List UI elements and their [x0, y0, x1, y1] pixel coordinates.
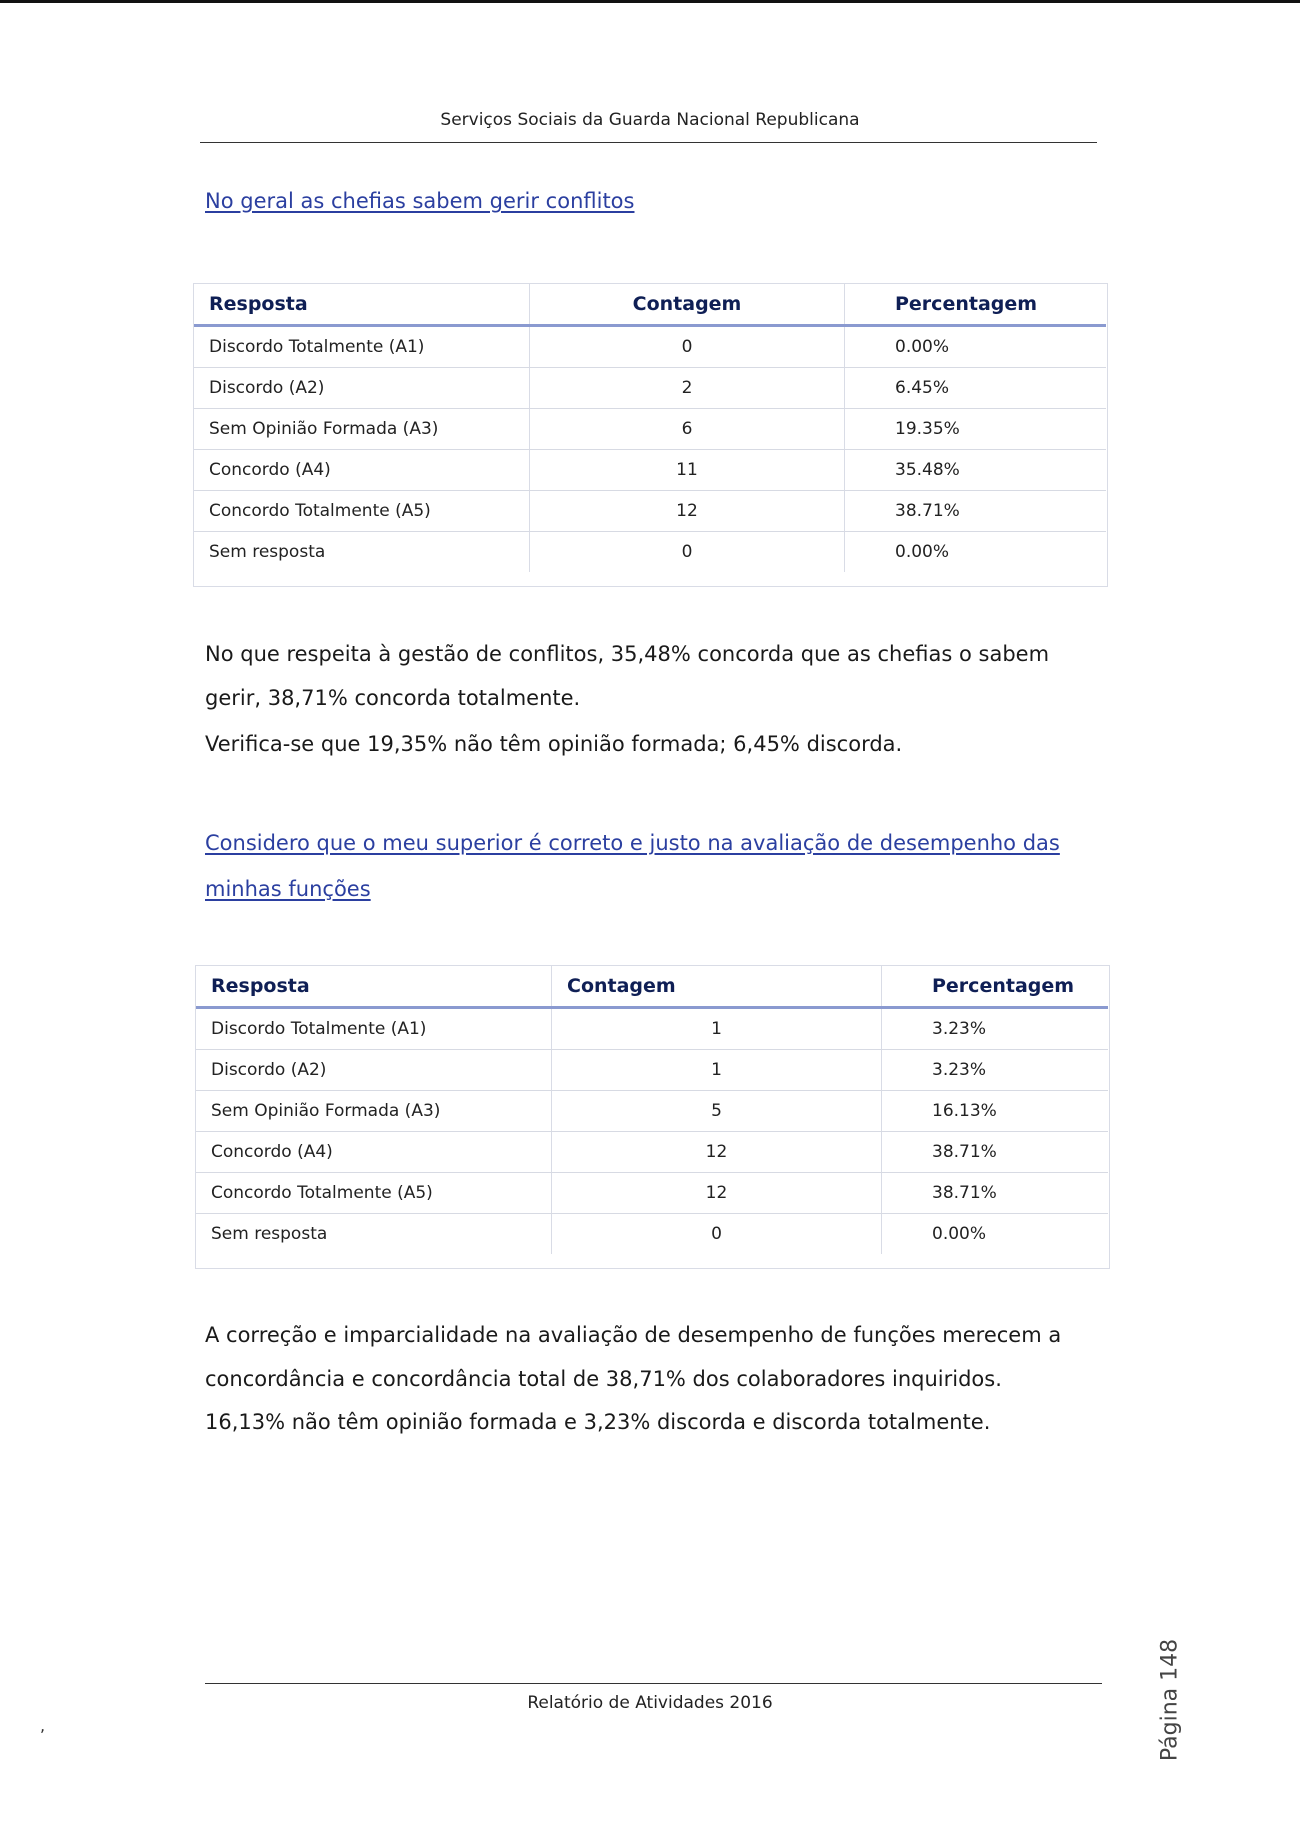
table-row [196, 1214, 1108, 1255]
table-row [196, 1091, 1108, 1132]
table-1 [194, 284, 1106, 572]
cell-count: 1 [552, 1008, 882, 1050]
cell-percent: 19.35% [845, 409, 1107, 450]
cell-count: 11 [530, 450, 845, 491]
table-2 [196, 966, 1108, 1254]
section-2-paragraph: 16,13% não têm opinião formada e 3,23% discorda e discorda totalmente. [205, 1410, 991, 1434]
cell-response: Sem Opinião Formada (A3) [196, 1091, 552, 1132]
table-row [194, 532, 1106, 573]
cell-count: 5 [552, 1091, 882, 1132]
table-row [194, 491, 1106, 532]
cell-count: 6 [530, 409, 845, 450]
section-2-title: Considero que o meu superior é correto e justo na avaliação de desempenho das minhas funções [205, 831, 1060, 901]
cell-percent: 0.00% [845, 326, 1107, 368]
table-row [194, 368, 1106, 409]
cell-response: Sem Opinião Formada (A3) [194, 409, 530, 450]
cell-response: Discordo Totalmente (A1) [196, 1008, 552, 1050]
section-1-title: No geral as chefias sabem gerir conflitos [205, 189, 635, 213]
column-header: Resposta [194, 284, 530, 326]
table-row [194, 409, 1106, 450]
page-number-text: Página 148 [1157, 1638, 1183, 1762]
cell-response: Discordo (A2) [194, 368, 530, 409]
cell-percent: 16.13% [882, 1091, 1109, 1132]
cell-percent: 3.23% [882, 1008, 1109, 1050]
table-row [196, 1050, 1108, 1091]
cell-count: 0 [530, 532, 845, 573]
table-row [194, 326, 1106, 368]
header-divider [200, 142, 1097, 143]
cell-response: Concordo Totalmente (A5) [194, 491, 530, 532]
cell-percent: 0.00% [932, 1224, 987, 1244]
top-border-line [0, 0, 1300, 3]
cell-percent: 0.00% [895, 542, 950, 562]
cell-count: 12 [552, 1173, 882, 1214]
cell-response: Concordo (A4) [194, 450, 530, 491]
cell-response: Sem resposta [194, 532, 530, 573]
cell-count: 0 [552, 1214, 882, 1255]
table-row [196, 1173, 1108, 1214]
cell-response: Discordo Totalmente (A1) [194, 326, 530, 368]
scan-mark: , [40, 1716, 46, 1735]
column-header: Contagem [530, 284, 845, 326]
table-1-header-row [194, 284, 1106, 326]
table-row [196, 1132, 1108, 1173]
cell-count: 1 [552, 1050, 882, 1091]
cell-count: 0 [530, 326, 845, 368]
section-1-paragraph: No que respeita à gestão de conflitos, 35,48% concorda que as chefias o sabem gerir, 38,71% concorda totalmente. [205, 642, 1050, 710]
cell-percent: 3.23% [882, 1050, 1109, 1091]
column-header: Resposta [196, 966, 552, 1008]
cell-response: Discordo (A2) [196, 1050, 552, 1091]
cell-percent: 38.71% [845, 491, 1107, 532]
cell-percent: 38.71% [882, 1173, 1109, 1214]
cell-percent: 6.45% [845, 368, 1107, 409]
page-footer: Relatório de Atividades 2016 [527, 1693, 773, 1713]
table-row [196, 1008, 1108, 1050]
section-1-paragraph: Verifica-se que 19,35% não têm opinião formada; 6,45% discorda. [205, 732, 903, 756]
cell-count: 12 [552, 1132, 882, 1173]
section-2-paragraph: A correção e imparcialidade na avaliação de desempenho de funções merecem a concordância e concordância total de 38,71% dos colaboradores inquiridos. [205, 1323, 1062, 1391]
column-header: Percentagem [845, 284, 1107, 326]
footer-divider [205, 1683, 1102, 1684]
column-header: Contagem [552, 966, 882, 1008]
cell-count: 12 [530, 491, 845, 532]
column-header: Percentagem [882, 966, 1109, 1008]
page-header: Serviços Sociais da Guarda Nacional Republicana [440, 110, 860, 130]
table-row [194, 450, 1106, 491]
cell-percent: 35.48% [845, 450, 1107, 491]
cell-response: Concordo (A4) [196, 1132, 552, 1173]
cell-response: Sem resposta [196, 1214, 552, 1255]
table-2-header-row [196, 966, 1108, 1008]
cell-response: Concordo Totalmente (A5) [196, 1173, 552, 1214]
cell-percent: 38.71% [882, 1132, 1109, 1173]
cell-count: 2 [530, 368, 845, 409]
